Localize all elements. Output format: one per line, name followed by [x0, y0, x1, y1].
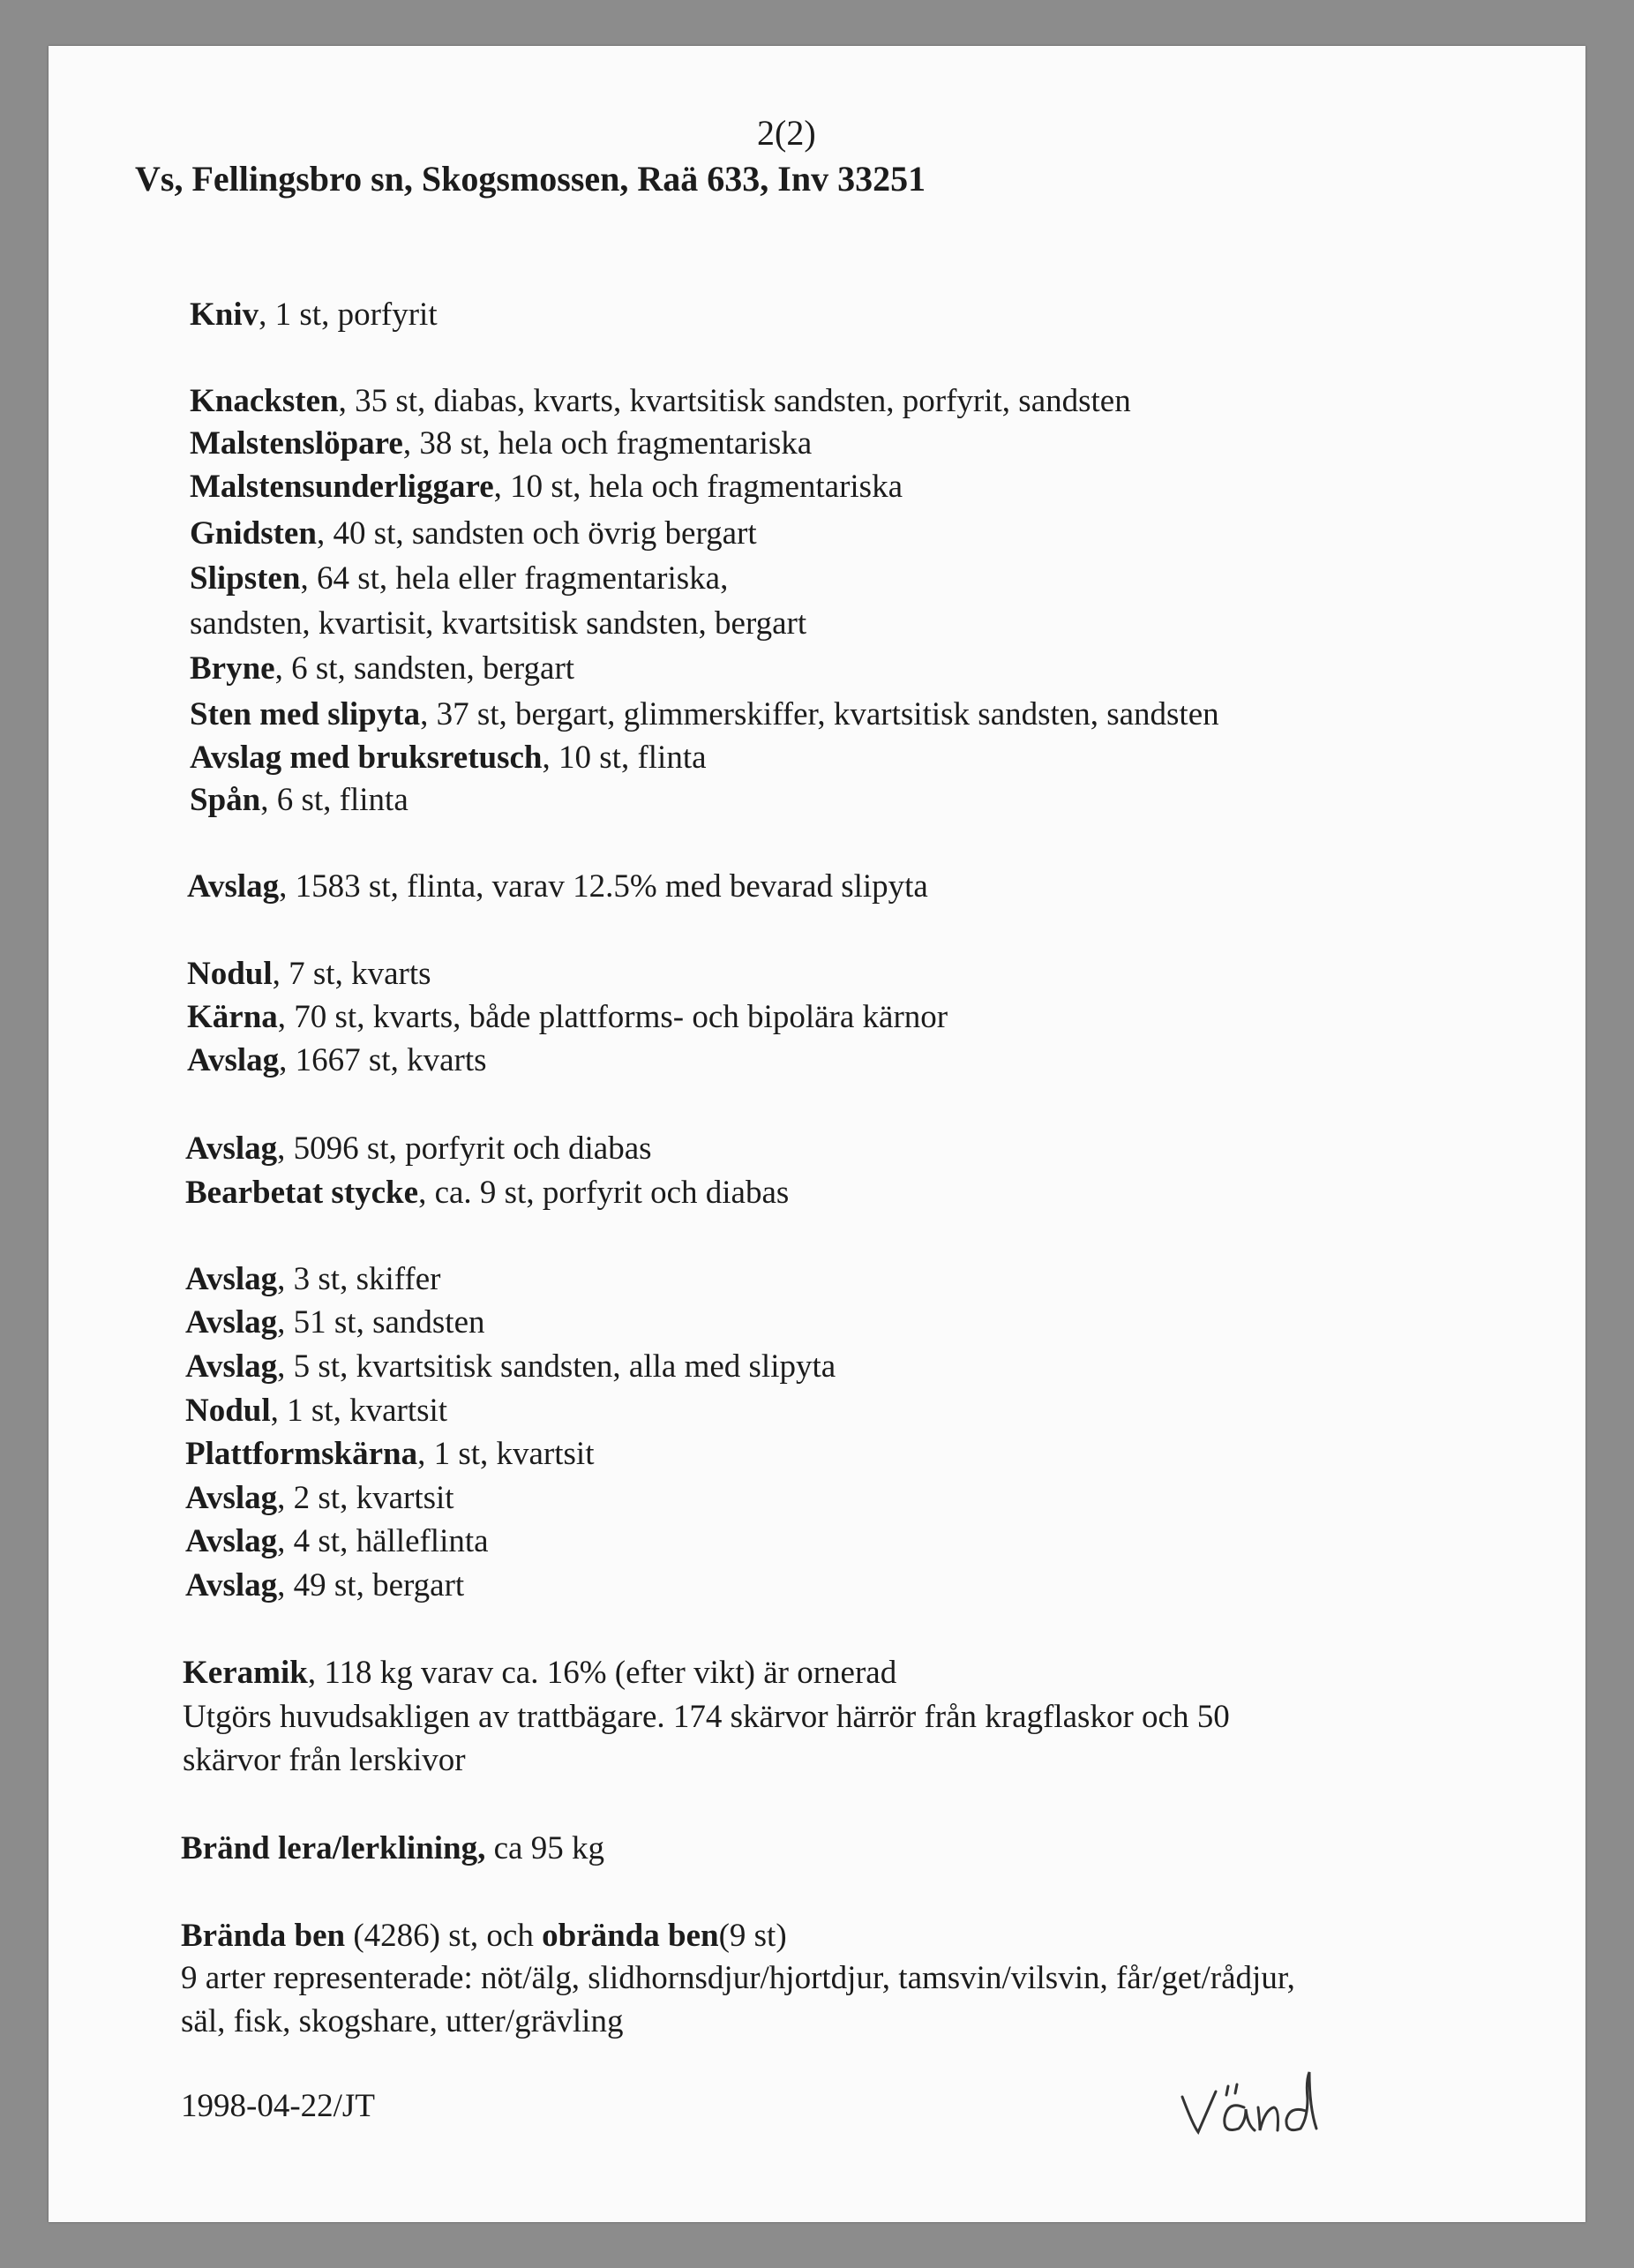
item-line: Avslag, 1667 st, kvarts [187, 1042, 487, 1078]
item-line: Gnidsten, 40 st, sandsten och övrig bergart [190, 515, 757, 552]
item-line: Avslag, 3 st, skiffer [185, 1261, 441, 1297]
item-line: Slipsten, 64 st, hela eller fragmentariska, [190, 560, 729, 597]
item-line: Malstensunderliggare, 10 st, hela och fragmentariska [190, 469, 903, 505]
handwritten-note [1173, 2063, 1323, 2143]
item-line: Nodul, 1 st, kvartsit [185, 1393, 448, 1429]
item-line: Avslag, 4 st, hälleflinta [185, 1523, 489, 1559]
item-line: Malstenslöpare, 38 st, hela och fragmentariska [190, 425, 813, 462]
text-line: 9 arter representerade: nöt/älg, slidhornsdjur/hjortdjur, tamsvin/vilsvin, får/get/rådjur, [181, 1960, 1295, 1996]
item-line: Kniv, 1 st, porfyrit [190, 297, 438, 333]
date-signature: 1998-04-22/JT [181, 2088, 375, 2124]
item-line: Bryne, 6 st, sandsten, bergart [190, 650, 575, 687]
item-line: Avslag, 1583 st, flinta, varav 12.5% med bevarad slipyta [187, 868, 928, 905]
item-line: Avslag med bruksretusch, 10 st, flinta [190, 740, 707, 776]
page-number: 2(2) [757, 113, 816, 153]
item-line: Avslag, 49 st, bergart [185, 1567, 465, 1603]
item-line: Nodul, 7 st, kvarts [187, 956, 431, 992]
item-line: Knacksten, 35 st, diabas, kvarts, kvartsitisk sandsten, porfyrit, sandsten [190, 383, 1131, 419]
item-line: Avslag, 5 st, kvartsitisk sandsten, alla med slipyta [185, 1348, 836, 1385]
bones-line: Brända ben (4286) st, och obrända ben(9 st) [181, 1918, 787, 1954]
item-line: Bearbetat stycke, ca. 9 st, porfyrit och diabas [185, 1175, 790, 1211]
item-line: Spån, 6 st, flinta [190, 782, 408, 818]
document-header: Vs, Fellingsbro sn, Skogsmossen, Raä 633, Inv 33251 [135, 159, 926, 199]
item-line: sandsten, kvartisit, kvartsitisk sandsten, bergart [190, 605, 807, 642]
text-line: skärvor från lerskivor [183, 1742, 466, 1778]
text-line: säl, fisk, skogshare, utter/grävling [181, 2003, 624, 2039]
item-line: Avslag, 2 st, kvartsit [185, 1480, 454, 1516]
item-line: Plattformskärna, 1 st, kvartsit [185, 1436, 595, 1472]
item-line: Avslag, 51 st, sandsten [185, 1304, 485, 1341]
item-line: Avslag, 5096 st, porfyrit och diabas [185, 1130, 652, 1167]
item-line: Bränd lera/lerklining, ca 95 kg [181, 1830, 604, 1866]
item-line: Keramik, 118 kg varav ca. 16% (efter vikt) är ornerad [183, 1655, 897, 1691]
text-line: Utgörs huvudsakligen av trattbägare. 174 skärvor härrör från kragflaskor och 50 [183, 1699, 1230, 1735]
item-line: Kärna, 70 st, kvarts, både plattforms- och bipolära kärnor [187, 999, 948, 1035]
item-line: Sten med slipyta, 37 st, bergart, glimmerskiffer, kvartsitisk sandsten, sandsten [190, 696, 1219, 732]
